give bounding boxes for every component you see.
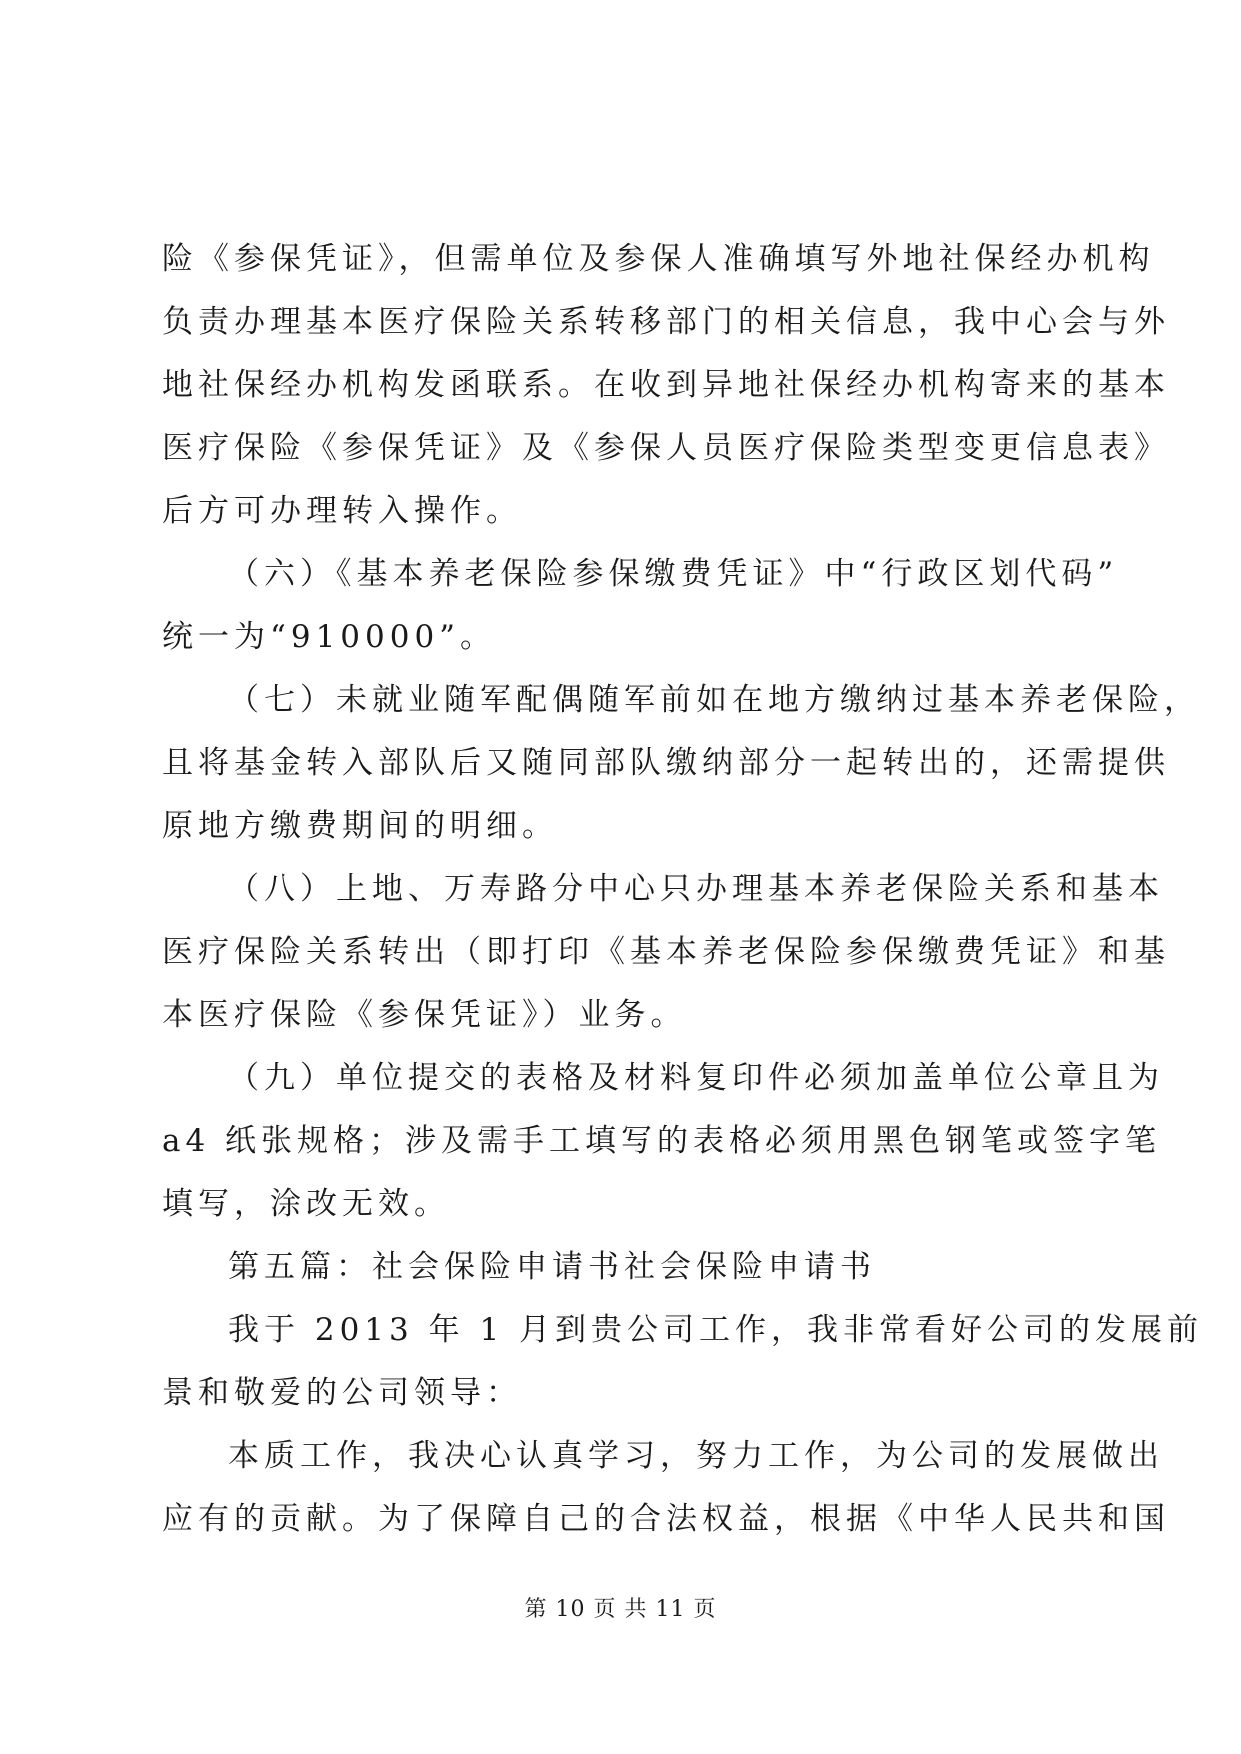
text-line: （六）《基本养老保险参保缴费凭证》中“行政区划代码”	[228, 556, 1119, 592]
text-line: 负责办理基本医疗保险关系转移部门的相关信息，我中心会与外	[162, 304, 1170, 340]
paragraph-application-2	[162, 1425, 1170, 1551]
text-line: （七）未就业随军配偶随军前如在地方缴纳过基本养老保险，	[228, 682, 1200, 718]
paragraph-item-7	[162, 669, 1200, 858]
text-line: 应有的贡献。为了保障自己的合法权益，根据《中华人民共和国	[162, 1501, 1170, 1537]
text-line: 本医疗保险《参保凭证》）业务。	[162, 997, 687, 1033]
paragraph-item-9	[162, 1047, 1164, 1236]
text-line: 后方可办理转入操作。	[162, 493, 522, 529]
text-line: 险《参保凭证》，但需单位及参保人准确填写外地社保经办机构	[162, 241, 1155, 277]
text-line: 地社保经办机构发函联系。在收到异地社保经办机构寄来的基本	[162, 367, 1170, 403]
paragraph-1	[162, 228, 1170, 543]
paragraph-item-6	[162, 543, 1119, 669]
text-line: 填写，涂改无效。	[162, 1186, 450, 1222]
page-number-footer: 第 10 页 共 11 页	[524, 1597, 717, 1622]
text-line: 且将基金转入部队后又随同部队缴纳部分一起转出的，还需提供	[162, 745, 1170, 781]
text-line: 我于 2013 年 1 月到贵公司工作，我非常看好公司的发展前	[228, 1312, 1204, 1348]
paragraph-application-1	[162, 1299, 1204, 1425]
text-line: a4 纸张规格；涉及需手工填写的表格必须用黑色钢笔或签字笔	[162, 1123, 1162, 1159]
text-line: 医疗保险《参保凭证》及《参保人员医疗保险类型变更信息表》	[162, 430, 1170, 466]
text-line: （八）上地、万寿路分中心只办理基本养老保险关系和基本	[228, 871, 1164, 907]
text-line: （九）单位提交的表格及材料复印件必须加盖单位公章且为	[228, 1060, 1164, 1096]
text-line: 景和敬爱的公司领导：	[162, 1375, 522, 1411]
text-line: 本质工作，我决心认真学习，努力工作，为公司的发展做出	[228, 1438, 1164, 1474]
text-line: 原地方缴费期间的明细。	[162, 808, 558, 844]
section-heading	[162, 1236, 1082, 1299]
document-body	[162, 228, 1204, 1551]
paragraph-item-8	[162, 858, 1170, 1047]
text-line: 第五篇：社会保险申请书社会保险申请书	[228, 1249, 876, 1285]
text-line: 医疗保险关系转出（即打印《基本养老保险参保缴费凭证》和基	[162, 934, 1170, 970]
text-line: 统一为“910000”。	[162, 619, 497, 655]
